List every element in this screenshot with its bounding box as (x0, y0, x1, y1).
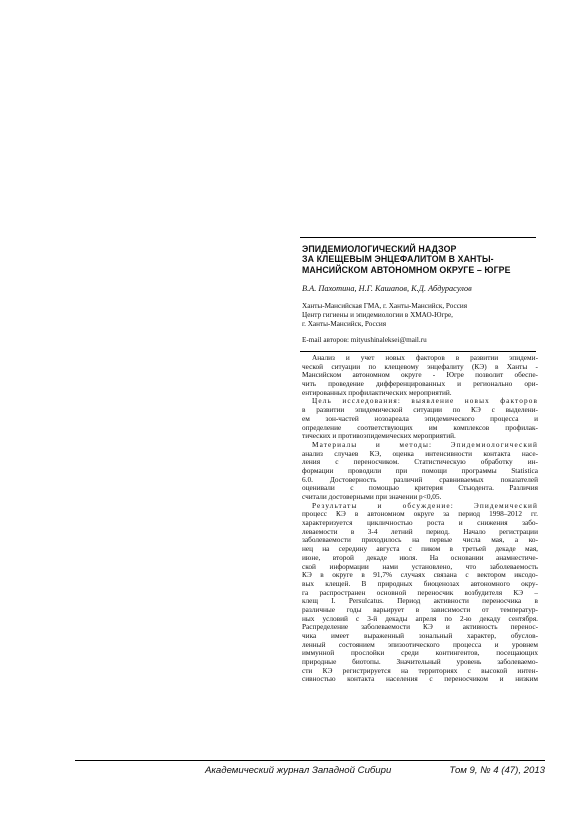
affiliation-line: г. Ханты-Мансийск, Россия (302, 320, 387, 329)
abstract-line: клещ I. Persulcatus. Период активности переносчика в (302, 597, 538, 606)
abstract-line: анализ случаев КЭ, оценка интенсивности контакта насе- (302, 449, 538, 458)
journal-name: Академический журнал Западной Сибири (205, 765, 392, 776)
abstract-line: ской информации нами установлено, что заболеваемость (302, 562, 538, 571)
abstract-line: иммунной прослойки среди контингентов, посещающих (302, 649, 538, 658)
abstract-line: заболеваемости приходилось на первые числа мая, а ко- (302, 536, 538, 545)
abstract-line: чить проведение дифференцированных и регионально ори- (302, 380, 538, 389)
abstract-line: ления с переносчиком. Статистическую обработку ин- (302, 458, 538, 467)
page-footer (205, 765, 545, 776)
abstract-line: КЭ в округе в 91,7% случаях связана с вектором иксодо- (302, 571, 538, 580)
abstract-line: Мансийском автономном округе - Югре позволит обеспе- (302, 371, 538, 380)
abstract-line: считали достоверными при значении p<0,05. (302, 493, 442, 501)
affiliation-line: Центр гигиены и эпидемиологии в ХМАО-Югре, (302, 311, 453, 320)
abstract-line: ем зон-частей нозоареала эпидемического процесса и (302, 414, 538, 423)
abstract-line: формации проводили при помощи программы Statistica (302, 466, 538, 475)
abstract-line: Анализ и учет новых факторов в развитии эпидеми- (312, 354, 538, 362)
abstract-line: определение соответствующих им комплексов профилак- (302, 423, 538, 432)
title-top-rule (300, 237, 536, 238)
abstract-line: процесс КЭ в автономном округе за период 1998–2012 гг. (302, 510, 538, 519)
abstract-line: оценивали с помощью критерия Стьюдента. Различия (302, 484, 538, 493)
abstract-body (302, 354, 538, 684)
issue-info: Том 9, № 4 (47), 2013 (449, 765, 545, 776)
abstract-line: характеризуется цикличностью роста и снижения забо- (302, 519, 538, 528)
affiliation-line: Ханты-Мансийская ГМА, г. Ханты-Мансийск, Россия (302, 302, 468, 310)
article-title (302, 244, 542, 275)
abstract-line: природные биотопы. Значительный уровень заболеваемо- (302, 658, 538, 667)
abstract-line: в развитии эпидемической ситуации по КЭ с выделени- (302, 406, 538, 415)
abstract-line: Материалы и методы: Эпидемиологический (312, 440, 538, 449)
abstract-rule (300, 351, 536, 352)
author-email: E-mail авторов: mityushinaleksei@mail.ru (302, 336, 427, 344)
abstract-line: нец на середину августа с пиком в третьей декаде мая, (302, 545, 538, 554)
title-line: ЗА КЛЕЩЕВЫМ ЭНЦЕФАЛИТОМ В ХАНТЫ- (302, 254, 494, 265)
title-line: МАНСИЙСКОМ АВТОНОМНОМ ОКРУГЕ – ЮГРЕ (302, 264, 511, 275)
abstract-line: июне, второй декаде июля. На основании анамнестиче- (302, 553, 538, 562)
abstract-line: Распределение заболеваемости КЭ и активность перенос- (302, 623, 538, 632)
title-line: ЭПИДЕМИОЛОГИЧЕСКИЙ НАДЗОР (302, 244, 457, 254)
abstract-line: ческой ситуации по клещевому энцефалиту (КЭ) в Ханты - (302, 362, 538, 371)
abstract-line: вых клещей. В природных биоценозах автономного окру- (302, 579, 538, 588)
abstract-line: ленный состоянием эпизоотического процесса и уровнем (302, 640, 538, 649)
abstract-line: чика имеет выраженный зональный характер, обуслов- (302, 632, 538, 640)
abstract-line: ных условий с 3-й декады апреля по 2-ю декаду сентября. (302, 614, 538, 623)
abstract-line: сти КЭ регистрируется на территориях с высокой интен- (302, 666, 538, 675)
abstract-line: различные годы варьирует в зависимости от температур- (302, 605, 538, 614)
abstract-line: 6.0. Достоверность различий сравниваемых показателей (302, 475, 538, 484)
authors: В.А. Пахотина, Н.Г. Кашапов, К.Д. Абдурасулов (302, 284, 472, 293)
abstract-line: ентированных профилактических мероприятий. (302, 388, 452, 397)
abstract-line: Цель исследования: выявление новых факторов (312, 397, 538, 406)
affiliations (302, 302, 467, 330)
abstract-line: сивностью контакта населения с переносчиком и низким (302, 675, 538, 684)
abstract-line: леваемости в 3-4 летний период. Начало регистрации (302, 527, 538, 536)
footer-rule (75, 760, 545, 761)
abstract-line: га распространен основной переносчик возбудителя КЭ – (302, 588, 538, 597)
abstract-line: тических и противоэпидемических мероприятий. (302, 432, 456, 441)
abstract-line: Результаты и обсуждение: Эпидемический (312, 501, 538, 510)
